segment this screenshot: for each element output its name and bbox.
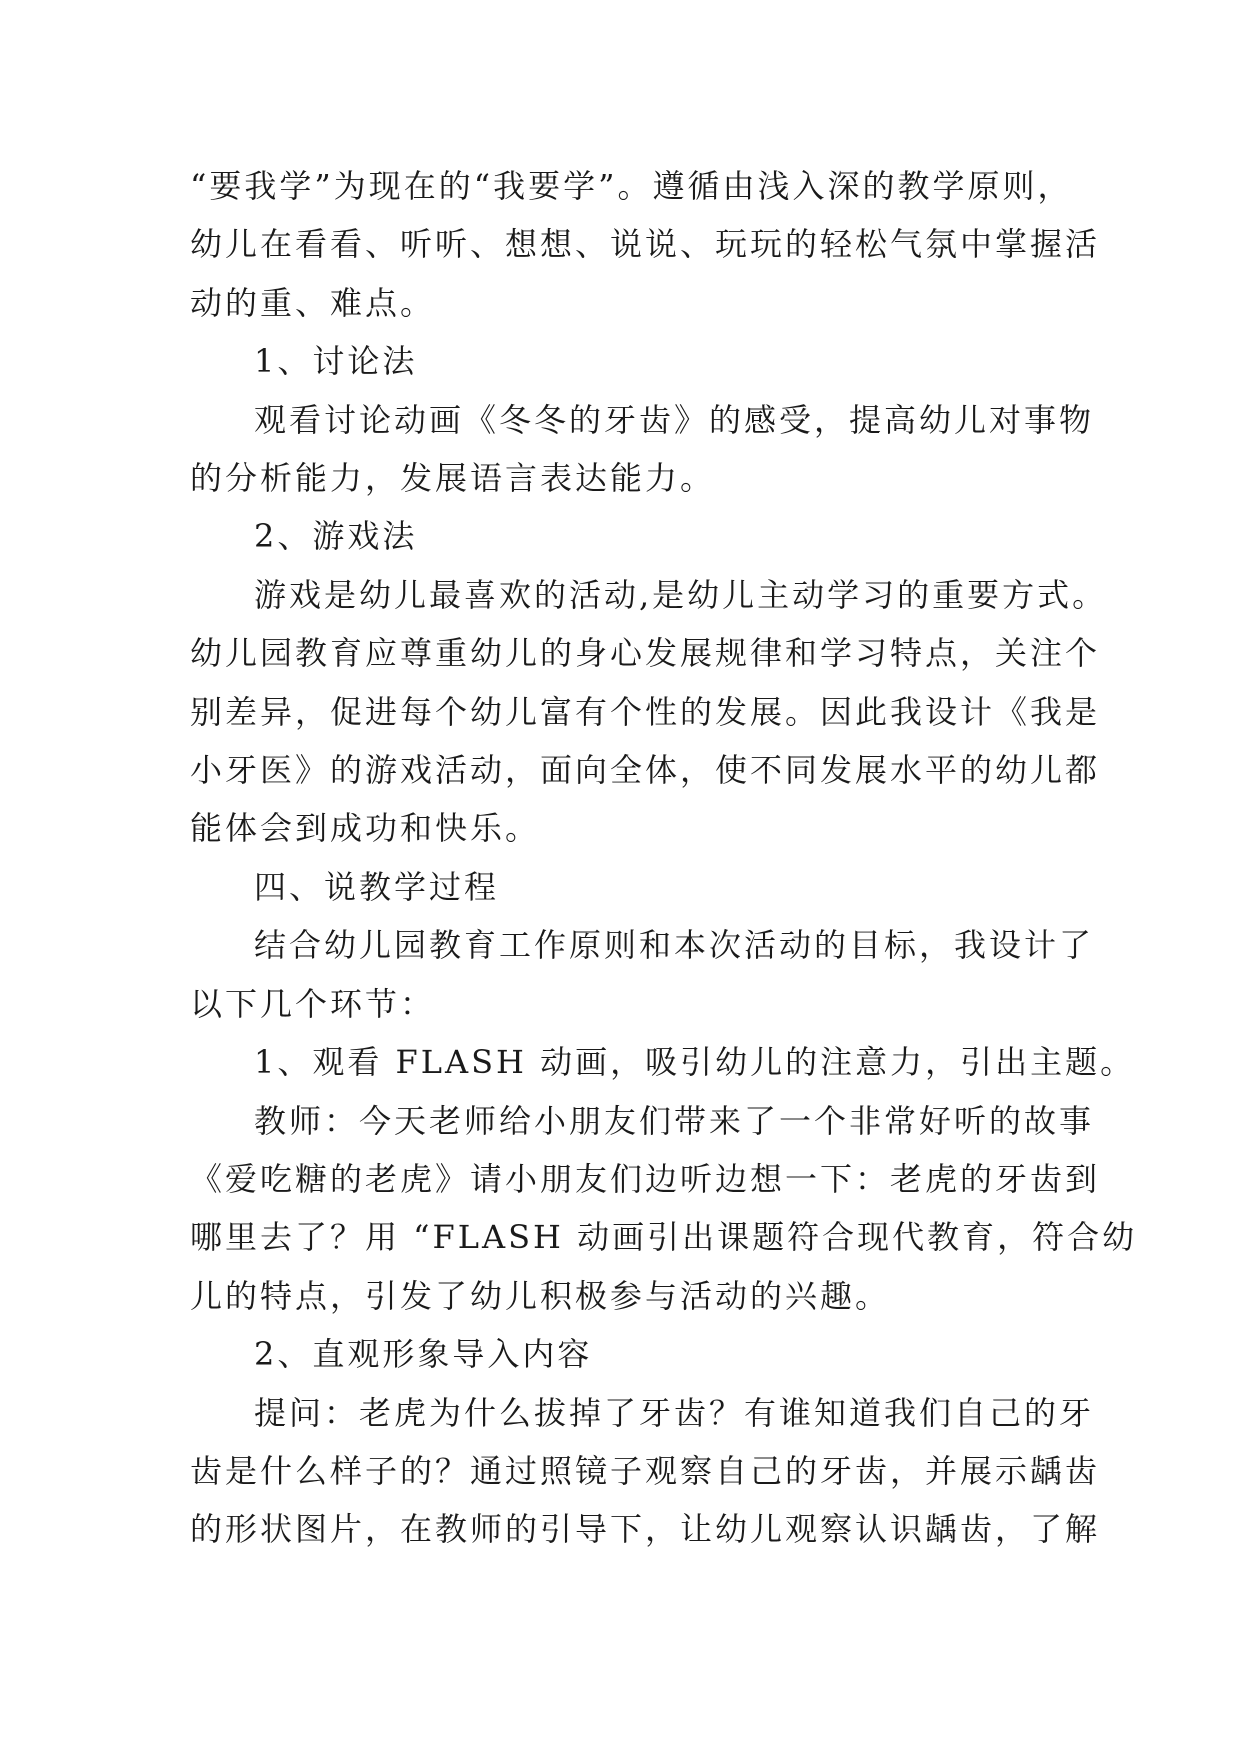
- text-line: 别差异，促进每个幼儿富有个性的发展。因此我设计《我是: [190, 692, 1101, 731]
- text-line: 动的重、难点。: [190, 283, 436, 322]
- text-line: 哪里去了？用 “FLASH 动画引出课题符合现代教育，符合幼: [190, 1218, 1138, 1257]
- text-line: 幼儿园教育应尊重幼儿的身心发展规律和学习特点，关注个: [190, 634, 1101, 673]
- document-body: [190, 157, 1138, 1559]
- text-line: 《爱吃糖的老虎》请小朋友们边听边想一下：老虎的牙齿到: [190, 1159, 1101, 1198]
- paragraph-start: 结合幼儿园教育工作原则和本次活动的目标，我设计了: [254, 926, 1095, 965]
- section-heading: 1、讨论法: [254, 342, 418, 381]
- text-line: 小牙医》的游戏活动，面向全体，使不同发展水平的幼儿都: [190, 751, 1101, 790]
- text-line: 幼儿在看看、听听、想想、说说、玩玩的轻松气氛中掌握活: [190, 225, 1101, 264]
- text-line: 的分析能力，发展语言表达能力。: [190, 459, 716, 498]
- text-line: 能体会到成功和快乐。: [190, 809, 541, 848]
- text-line: “要我学”为现在的“我要学”。遵循由浅入深的教学原则，: [190, 167, 1073, 205]
- section-heading: 2、直观形象导入内容: [254, 1335, 593, 1374]
- paragraph-start: 教师：今天老师给小朋友们带来了一个非常好听的故事: [254, 1101, 1095, 1140]
- text-line: 的形状图片，在教师的引导下，让幼儿观察认识龋齿，了解: [190, 1510, 1101, 1549]
- paragraph-start: 提问：老虎为什么拔掉了牙齿？有谁知道我们自己的牙: [254, 1393, 1095, 1432]
- text-line: 齿是什么样子的？通过照镜子观察自己的牙齿，并展示龋齿: [190, 1451, 1101, 1490]
- paragraph-start: 观看讨论动画《冬冬的牙齿》的感受，提高幼儿对事物: [254, 400, 1095, 439]
- section-heading: 2、游戏法: [254, 517, 418, 556]
- text-line: 以下几个环节：: [190, 984, 436, 1023]
- text-line: 儿的特点，引发了幼儿积极参与活动的兴趣。: [190, 1276, 891, 1315]
- section-heading: 1、观看 FLASH 动画，吸引幼儿的注意力，引出主题。: [254, 1043, 1136, 1082]
- paragraph-start: 游戏是幼儿最喜欢的活动,是幼儿主动学习的重要方式。: [254, 575, 1108, 614]
- section-heading: 四、说教学过程: [254, 867, 500, 906]
